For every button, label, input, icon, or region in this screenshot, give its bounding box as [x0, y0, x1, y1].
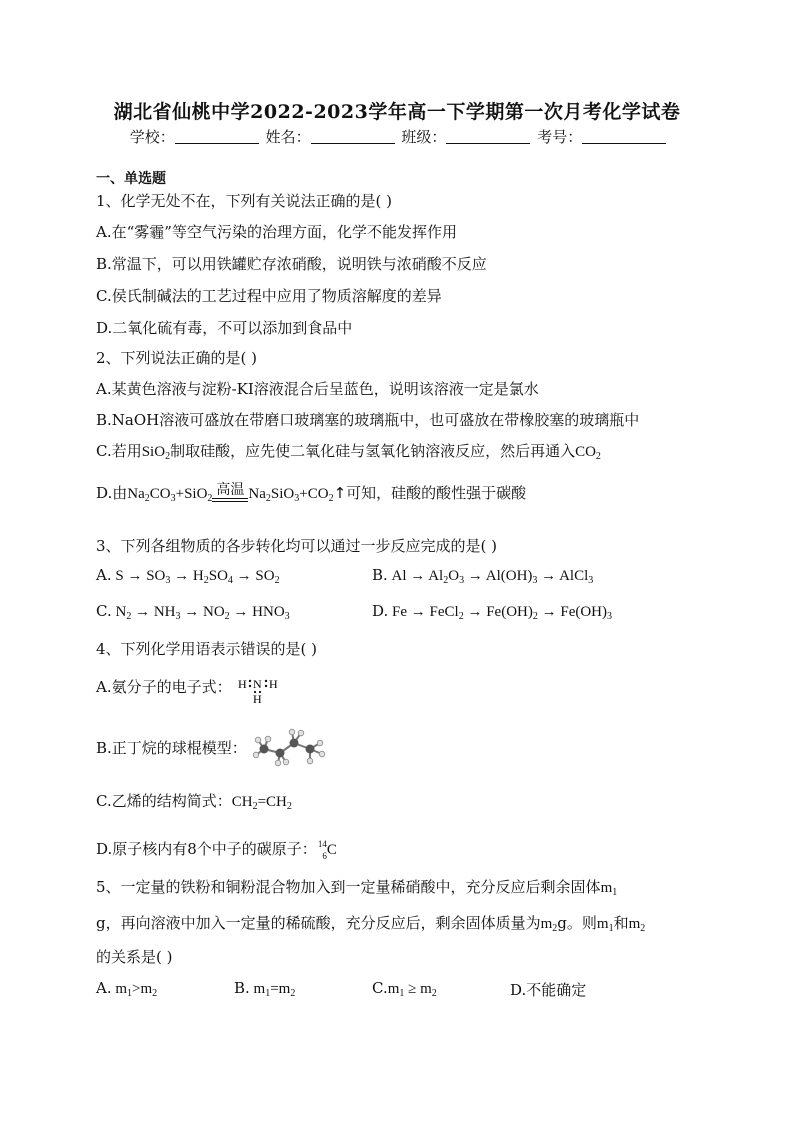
q3-option-d: D. Fe → FeCl$_2$ → $Fe(OH)_2 \to Fe(OH)_3$ [372, 602, 613, 622]
q2-c-formula-co2: $CO_2$ [575, 444, 601, 462]
q4-option-b [96, 727, 332, 767]
q5-line-2: g，再向溶液中加入一定量的稀硫酸，充分反应后，剩余固体质量为$m_2g$。则$m_1$和$m_2$ [96, 914, 646, 934]
school-blank[interactable] [175, 129, 259, 144]
q4-b-label: B.正丁烷的球棍模型： [96, 739, 247, 757]
q5-option-a: A. $m_1>m_2$ [96, 979, 158, 999]
svg-text:H: H [269, 677, 279, 691]
q3-b-label: B. [372, 566, 388, 584]
q2-option-b: B.NaOH溶液可盛放在带磨口玻璃塞的玻璃瓶中，也可盛放在带橡胶塞的玻璃瓶中 [96, 411, 640, 429]
q4-c-formula: $CH_2=CH_2$ [231, 794, 292, 812]
name-label: 姓名： [265, 128, 311, 146]
q2-c-prefix: C.若用 [96, 442, 142, 460]
q2-option-d [96, 482, 526, 503]
q4-c-label: C.乙烯的结构简式： [96, 792, 232, 810]
q2-d-condition-text: 高温 [216, 482, 245, 498]
name-blank[interactable] [311, 129, 395, 144]
svg-text:N: N [253, 677, 263, 691]
q2-c-middle: 制取硅酸，应先使二氧化硅与氢氧化钠溶液反应，然后再通入 [170, 442, 576, 460]
q5-line2a-text: g，再向溶液中加入一定量的稀硫酸，充分反应后，剩余固体质量为 [96, 914, 541, 932]
svg-text:H: H [238, 677, 248, 691]
q2-d-prefix: D.由 [96, 484, 128, 502]
q2-d-suffix: 可知，硅酸的酸性强于碳酸 [346, 484, 527, 502]
q3-option-a: A. $S \to SO_3 \to H_2SO_4 \to SO_2$ [96, 566, 280, 586]
number-blank[interactable] [582, 129, 666, 144]
page-title: 湖北省仙桃中学2022-2023学年高一下学期第一次月考化学试卷 [113, 101, 681, 123]
q5-line2c-text: 和 [613, 914, 629, 932]
q4-option-c [96, 790, 292, 811]
q5-option-b: B. $m_1=m_2$ [234, 979, 296, 999]
class-label: 班级： [401, 128, 447, 146]
student-info-line [0, 126, 794, 147]
gas-arrow-icon: ↑ [333, 484, 347, 502]
q5-line-3: 的关系是( ) [96, 948, 173, 966]
q3-option-b: B. $Al \to Al_2O_3 \to Al(OH)_3$ → AlCl$_3$ [372, 566, 594, 586]
class-blank[interactable] [446, 129, 530, 144]
q3-a-label: A. [96, 566, 112, 584]
q4-d-isotope: 14 6 [317, 839, 327, 861]
q5-a-label: A. [96, 979, 112, 997]
svg-text:H: H [253, 692, 263, 706]
q5-c-label: C. [372, 979, 388, 997]
q1-option-d: D.二氧化硫有毒，不可以添加到食品中 [96, 319, 353, 337]
q3-option-c: C. $N_2 \to NH_3 \to NO_2 \to HNO_3$ [96, 602, 290, 622]
q3-d-label: D. [372, 602, 389, 620]
q1-option-a: A.在“雾霾”等空气污染的治理方面，化学不能发挥作用 [96, 223, 457, 241]
butane-ball-stick-model-icon [252, 727, 332, 767]
section-heading: 一、单选题 [96, 171, 166, 187]
q2-stem: 2、下列说法正确的是( ) [96, 349, 258, 367]
school-label: 学校： [129, 128, 175, 146]
q2-c-formula-sio2: SiO$_2$ [141, 444, 171, 462]
q5-b-label: B. [234, 979, 250, 997]
q5-option-c: $C.m_1 \ge m_2$ [372, 979, 437, 999]
ammonia-electron-formula-icon [236, 676, 284, 706]
q1-option-b: B.常温下，可以用铁罐贮存浓硝酸，说明铁与浓硝酸不反应 [96, 255, 487, 273]
q1-stem: 1、化学无处不在，下列有关说法正确的是( ) [96, 192, 393, 210]
q4-a-label: A.氨分子的电子式： [96, 678, 232, 696]
q5-line1-text: 5、一定量的铁粉和铜粉混合物加入到一定量稀硝酸中，充分反应后剩余固体 [96, 878, 601, 896]
q5-line-1: 5、一定量的铁粉和铜粉混合物加入到一定量稀硝酸中，充分反应后剩余固体$m_1$ [96, 878, 618, 898]
q1-option-c: C.侯氏制碱法的工艺过程中应用了物质溶解度的差异 [96, 287, 442, 305]
q3-stem: 3、下列各组物质的各步转化均可以通过一步反应完成的是( ) [96, 537, 498, 555]
q2-d-condition [212, 482, 248, 502]
q4-option-a [96, 676, 284, 706]
q2-d-products: $Na_2SiO_3+CO_2$ [248, 486, 334, 504]
number-label: 考号： [537, 128, 583, 146]
q2-d-reactants: $Na_2CO_3+SiO_2$ [127, 486, 213, 504]
q2-option-c [96, 440, 601, 461]
q4-stem: 4、下列化学用语表示错误的是( ) [96, 640, 318, 658]
q5-line2b-text: g。则 [557, 914, 597, 932]
q5-option-d: D.不能确定 [510, 981, 587, 999]
q4-option-d: D.原子核内有8个中子的碳原子： 14 6 C [96, 839, 337, 861]
q2-option-a: A.某黄色溶液与淀粉-KI溶液混合后呈蓝色，说明该溶液一定是氯水 [96, 380, 539, 398]
q4-d-label: D.原子核内有8个中子的碳原子： [96, 840, 317, 858]
q3-c-label: C. [96, 602, 112, 620]
